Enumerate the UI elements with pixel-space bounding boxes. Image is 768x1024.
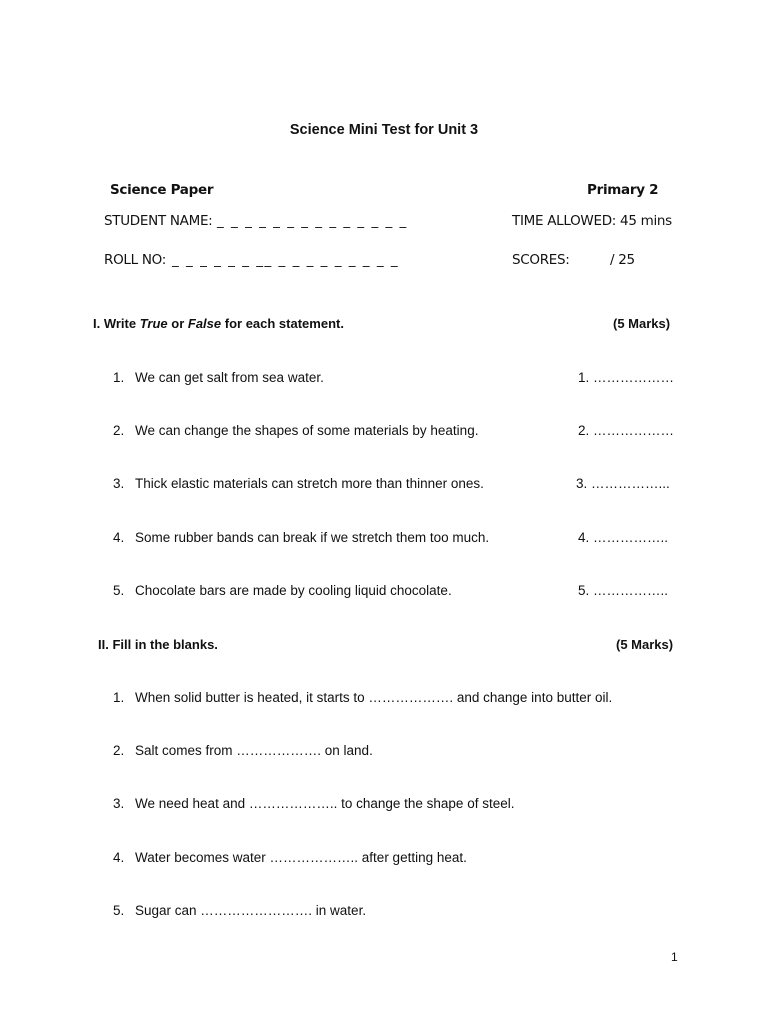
tf-question [113,530,489,545]
section1-heading [93,316,344,331]
question-text: We can get salt from sea water. [135,370,324,385]
question-text: Thick elastic materials can stretch more than thinner ones. [135,476,484,491]
scores-label: SCORES: [512,252,570,268]
section2-marks: (5 Marks) [616,637,674,652]
fill-question [113,743,373,758]
tf-question [113,370,324,385]
tf-question [113,476,484,491]
tf-question [113,423,478,438]
question-number: 3. [113,476,125,491]
question-number: 4. [113,850,125,865]
question-number: 4. [113,530,125,545]
roll-no-blank: _ _ _ _ _ _ __ _ _ _ _ _ _ _ _ _ [172,252,400,268]
grade-label: Primary 2 [587,182,659,198]
question-number: 5. [113,583,125,598]
tf-question [113,583,452,598]
question-text: When solid butter is heated, it starts to ………………. and change into butter oil. [135,690,613,705]
answer-blank: 4. …………….. [578,530,669,545]
section2-heading: II. Fill in the blanks. [98,637,218,652]
test-title: Science Mini Test for Unit 3 [289,122,479,138]
section1-heading-true: True [139,316,168,331]
question-text: Water becomes water ……………….. after getting heat. [135,850,467,865]
fill-question [113,850,467,865]
question-number: 1. [113,690,125,705]
question-text: We need heat and ……………….. to change the shape of steel. [135,796,515,811]
section1-marks: (5 Marks) [613,316,671,331]
question-text: Sugar can ……………………. in water. [135,903,367,918]
question-text: We can change the shapes of some materials by heating. [135,423,479,438]
section1-heading-or: or [167,316,188,331]
question-number: 5. [113,903,125,918]
student-name-label: STUDENT NAME: [104,213,213,229]
answer-blank: 2. ……………… [578,423,675,438]
page-number: 1 [671,950,678,964]
section1-heading-suffix: for each statement. [221,316,344,331]
question-text: Some rubber bands can break if we stretch them too much. [135,530,490,545]
answer-blank: 1. ……………… [578,370,675,385]
answer-blank: 3. ……………... [576,476,670,491]
question-number: 2. [113,743,125,758]
question-text: Chocolate bars are made by cooling liquid chocolate. [135,583,452,598]
question-number: 1. [113,370,125,385]
question-text: Salt comes from ………………. on land. [135,743,373,758]
roll-no-label: ROLL NO: [104,252,166,268]
question-number: 2. [113,423,125,438]
student-name-blank: _ _ _ _ _ _ _ _ _ _ _ _ _ _ [217,213,408,229]
question-number: 3. [113,796,125,811]
section1-heading-prefix: I. Write [93,316,140,331]
scores-total: / 25 [610,252,635,268]
fill-question [113,690,612,705]
paper-label: Science Paper [110,182,214,198]
answer-blank: 5. …………….. [578,583,669,598]
time-allowed: TIME ALLOWED: 45 mins [512,213,672,229]
fill-question [113,903,366,918]
fill-question [113,796,514,811]
section1-heading-false: False [187,316,222,331]
